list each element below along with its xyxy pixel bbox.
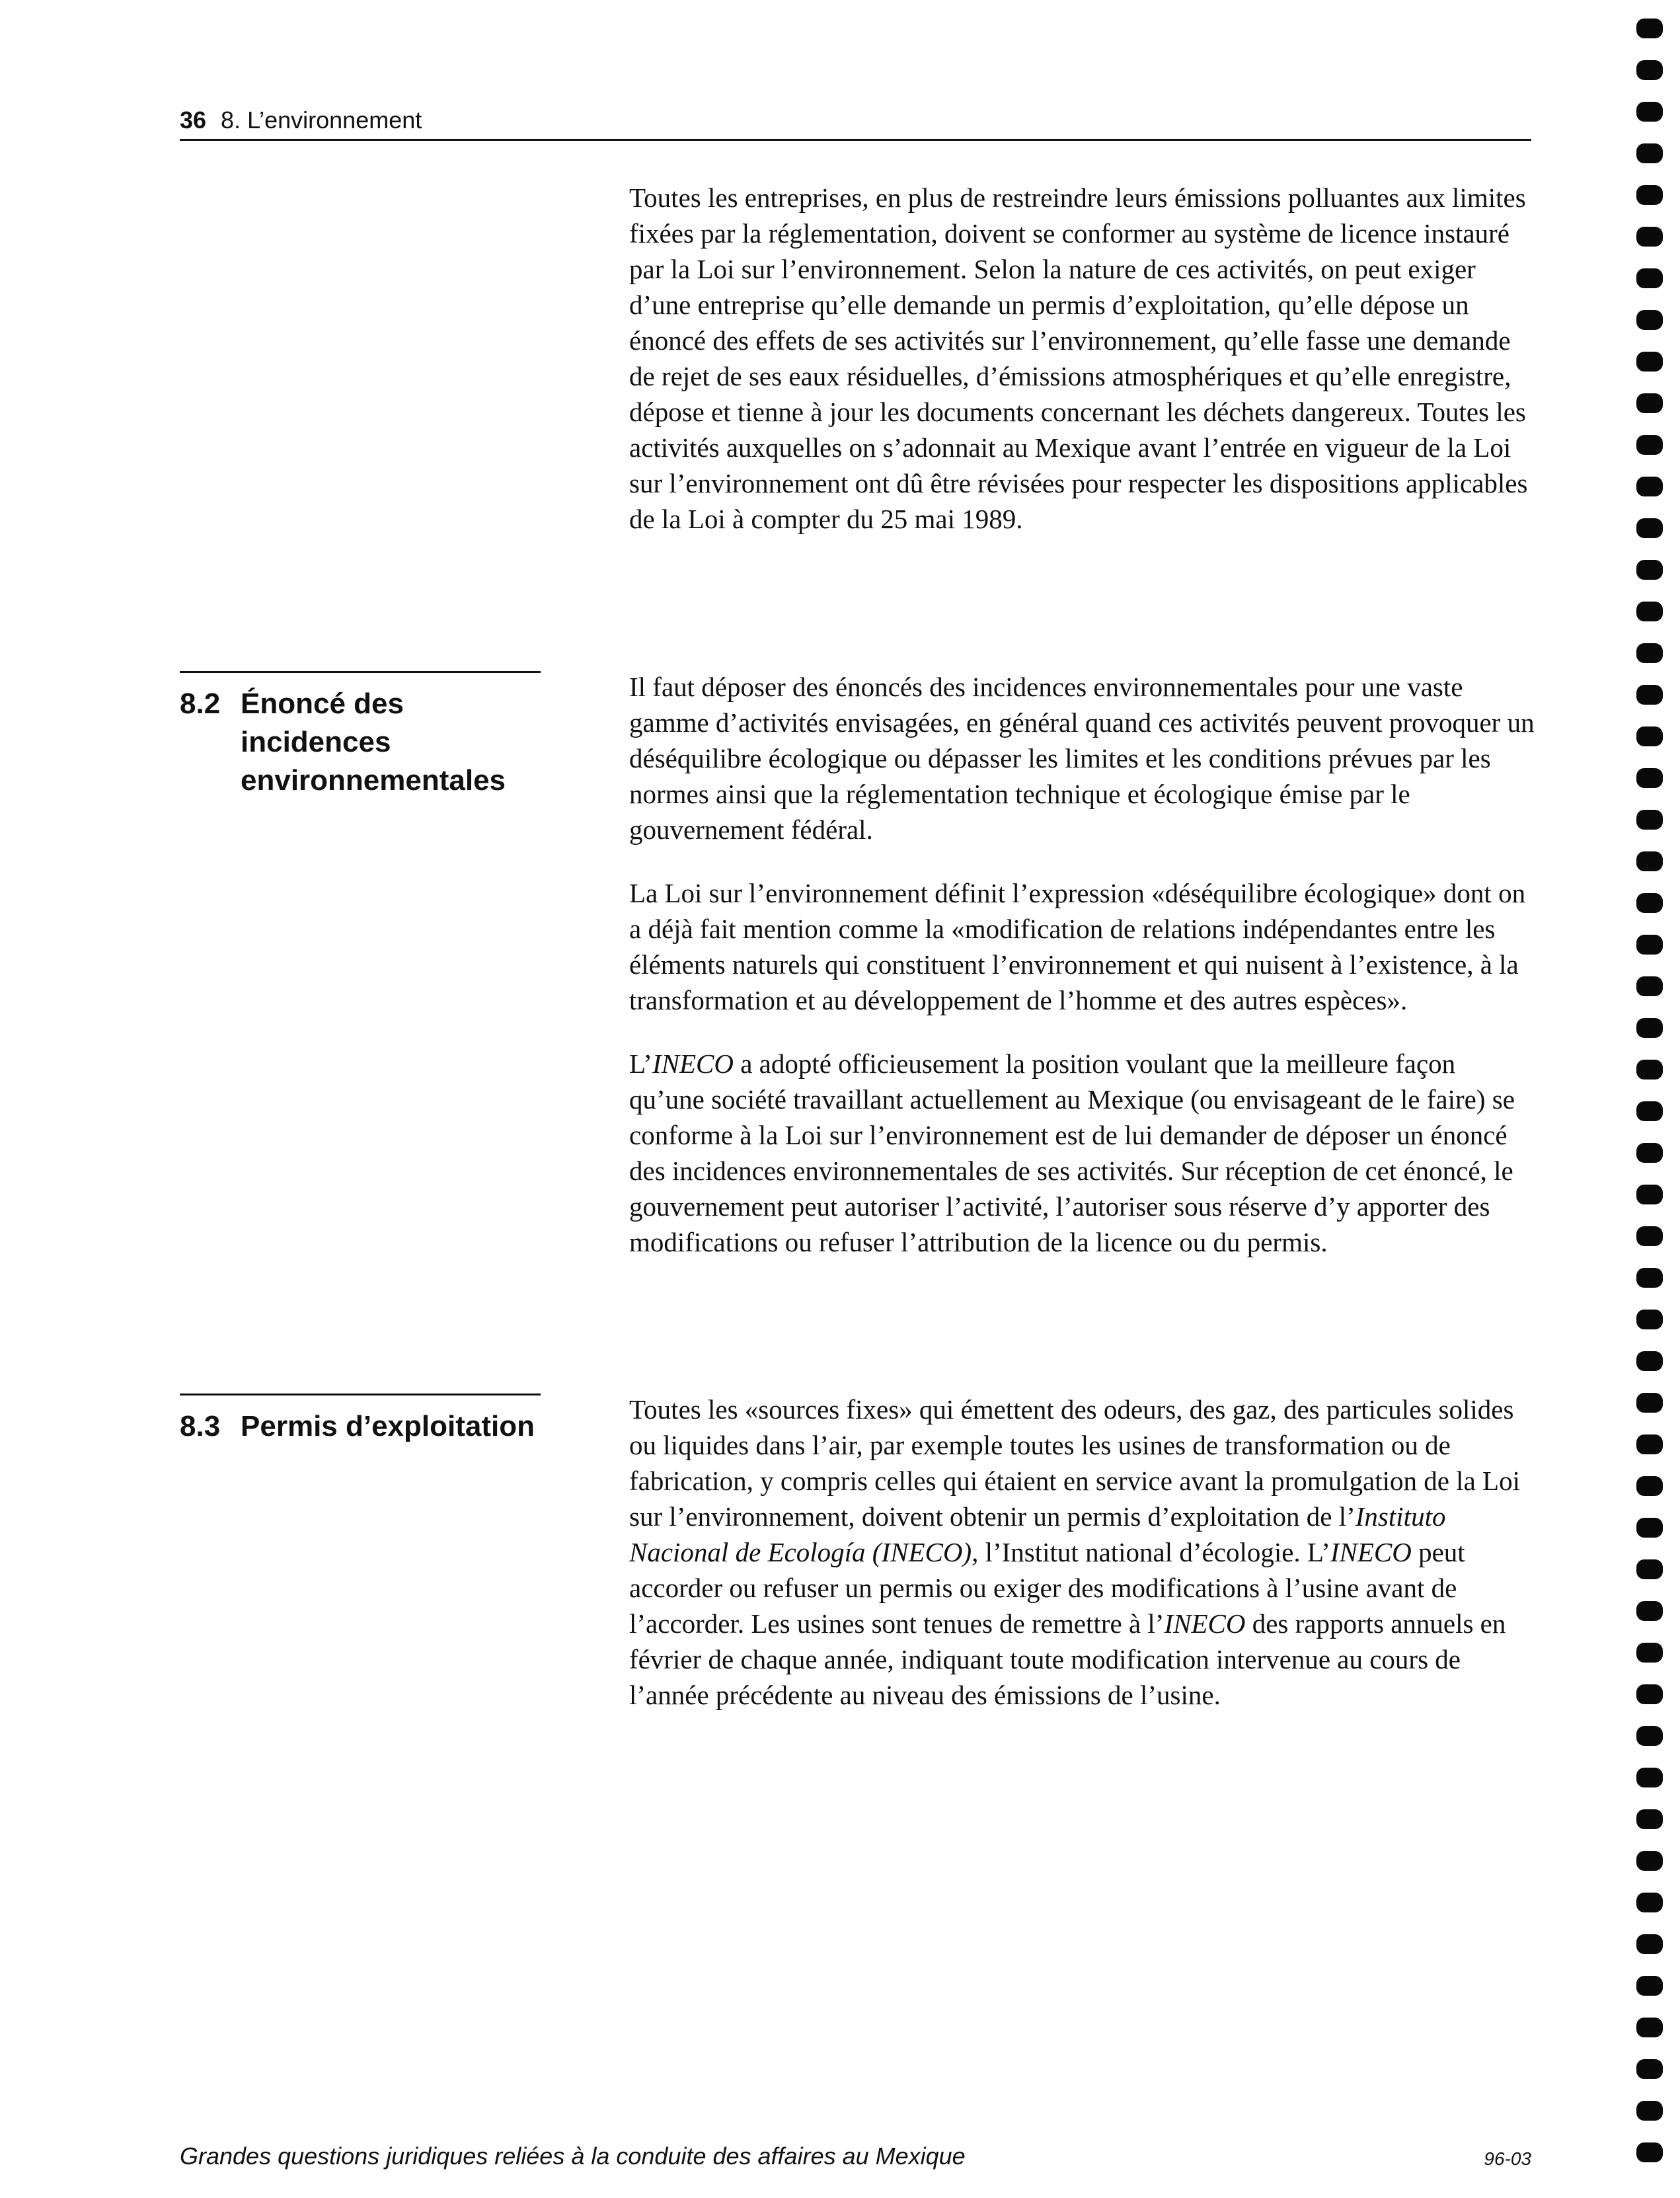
binder-hole bbox=[1636, 1559, 1663, 1579]
binder-hole bbox=[1636, 1434, 1663, 1454]
binder-hole bbox=[1636, 2059, 1663, 2079]
binder-hole bbox=[1636, 1851, 1663, 1871]
binder-hole bbox=[1636, 518, 1663, 538]
page-number: 36 bbox=[180, 106, 207, 134]
binder-hole bbox=[1636, 976, 1663, 996]
paragraph bbox=[629, 1392, 1535, 1713]
ineco-italic: INECO bbox=[652, 1048, 734, 1079]
binder-hole bbox=[1636, 19, 1663, 38]
binder-hole bbox=[1636, 893, 1663, 913]
binder-hole bbox=[1636, 268, 1663, 288]
intro-paragraph: Toutes les entreprises, en plus de restreindre leurs émissions polluantes aux limites fixées par la réglementation, doivent se conformer au système de licence instauré par la Loi sur l’environnement. Selon la nature de ces activités, on peut exiger d’une entreprise qu’elle demande un permis d’exploitation, qu’elle dépose un énoncé des effets de ses activités sur l’environnement, qu’elle fasse une demande de rejet de ses eaux résiduelles, d’émissions atmosphériques et qu’elle enregistre, dépose et tienne à jour les documents concernant les déchets dangereux. Toutes les activités auxquelles on s’adonnait au Mexique avant l’entrée en vigueur de la Loi sur l’environnement ont dû être révisées pour respecter les dispositions applicables de la Loi à compter du 25 mai 1989. bbox=[629, 182, 1528, 534]
binder-hole bbox=[1636, 685, 1663, 705]
paragraph: La Loi sur l’environnement définit l’expression «déséquilibre écologique» dont on a déjà fait mention comme la «modification de relations indépendantes entre les éléments naturels qui constituent l’environnement et qui nuisent à l’existence, à la transformation et au développement de l’homme et des autres espèces». bbox=[629, 878, 1526, 1015]
binder-hole bbox=[1636, 1101, 1663, 1121]
section-number: 8.2 bbox=[180, 687, 221, 720]
binder-hole bbox=[1636, 726, 1663, 746]
binder-holes bbox=[1636, 0, 1669, 2198]
binder-hole bbox=[1636, 851, 1663, 871]
binder-hole bbox=[1636, 435, 1663, 455]
ineco-italic: INECO bbox=[1164, 1608, 1246, 1639]
binder-hole bbox=[1636, 643, 1663, 663]
institute-italic: Instituto Nacional de Ecología (INECO), bbox=[629, 1501, 1446, 1567]
binder-hole bbox=[1636, 1934, 1663, 1954]
binder-hole bbox=[1636, 477, 1663, 496]
binder-hole bbox=[1636, 185, 1663, 205]
text-run: a adopté officieusement la position voulant que la meilleure façon qu’une société travaillant actuellement au Mexique (ou envisageant de le faire) se conforme à la Loi sur l’environnement est de lui demander de déposer un énoncé des incidences environnementales de ses activités. Sur réception de cet énoncé, le gouvernement peut autoriser l’activité, l’autoriser sous réserve d’y apporter des modifications ou refuser l’attribution de la licence ou du permis. bbox=[629, 1048, 1515, 1257]
binder-hole bbox=[1636, 393, 1663, 413]
binder-hole bbox=[1636, 768, 1663, 788]
section-title: Énoncé des incidences environnementales bbox=[241, 687, 506, 797]
section-8-2-text bbox=[629, 669, 1535, 1260]
text-run: peut accorder ou refuser un permis ou exiger des modifications à l’usine avant de l’accorder. Les usines sont tenues de remettre à l’ bbox=[629, 1537, 1465, 1639]
binder-hole bbox=[1636, 1726, 1663, 1746]
binder-hole bbox=[1636, 143, 1663, 163]
binder-hole bbox=[1636, 1351, 1663, 1371]
binder-hole bbox=[1636, 1601, 1663, 1621]
binder-hole bbox=[1636, 1310, 1663, 1329]
page-header bbox=[180, 106, 1531, 141]
binder-hole bbox=[1636, 352, 1663, 372]
binder-hole bbox=[1636, 810, 1663, 830]
binder-hole bbox=[1636, 2142, 1663, 2162]
binder-hole bbox=[1636, 935, 1663, 955]
text-run: des rapports annuels en février de chaque année, indiquant toute modification intervenue au cours de l’année précédente au niveau des émissions de l’usine. bbox=[629, 1608, 1506, 1710]
binder-hole bbox=[1636, 602, 1663, 621]
section-title: Permis d’exploitation bbox=[241, 1410, 535, 1442]
footer-code: 96-03 bbox=[1484, 2148, 1531, 2169]
section-8-3-text bbox=[629, 1392, 1535, 1713]
section-heading-8-3 bbox=[180, 1393, 541, 1446]
binder-hole bbox=[1636, 1518, 1663, 1538]
intro-text bbox=[629, 180, 1535, 537]
ineco-italic: INECO bbox=[1330, 1537, 1412, 1567]
binder-hole bbox=[1636, 2101, 1663, 2121]
binder-hole bbox=[1636, 60, 1663, 80]
binder-hole bbox=[1636, 1768, 1663, 1787]
page-footer bbox=[180, 2142, 1531, 2171]
binder-hole bbox=[1636, 310, 1663, 330]
binder-hole bbox=[1636, 1809, 1663, 1829]
binder-hole bbox=[1636, 1185, 1663, 1204]
section-number: 8.3 bbox=[180, 1410, 221, 1442]
binder-hole bbox=[1636, 1643, 1663, 1663]
binder-hole bbox=[1636, 102, 1663, 122]
binder-hole bbox=[1636, 1268, 1663, 1288]
section-heading-8-2 bbox=[180, 671, 541, 800]
binder-hole bbox=[1636, 2018, 1663, 2037]
binder-hole bbox=[1636, 1976, 1663, 1996]
footer-title: Grandes questions juridiques reliées à la conduite des affaires au Mexique bbox=[180, 2142, 966, 2170]
binder-hole bbox=[1636, 227, 1663, 247]
text-run: L’ bbox=[629, 1048, 652, 1079]
binder-hole bbox=[1636, 1060, 1663, 1079]
binder-hole bbox=[1636, 1476, 1663, 1496]
text-run: l’Institut national d’écologie. L’ bbox=[978, 1537, 1330, 1567]
paragraph: Il faut déposer des énoncés des incidences environnementales pour une vaste gamme d’activités envisagées, en général quand ces activités peuvent provoquer un déséquilibre écologique ou dépasser les limites et les conditions prévues par les normes ainsi que la réglementation technique et écologique émise par le gouvernement fédéral. bbox=[629, 672, 1535, 845]
binder-hole bbox=[1636, 1393, 1663, 1413]
paragraph bbox=[629, 1046, 1535, 1260]
chapter-title: 8. L’environnement bbox=[221, 106, 422, 134]
binder-hole bbox=[1636, 1018, 1663, 1038]
text-run: Toutes les «sources fixes» qui émettent des odeurs, des gaz, des particules solides ou liquides dans l’air, par exemple toutes les usines de transformation ou de fabrication, y compris celles qui étaient en service avant la promulgation de la Loi sur l’environnement, doivent obtenir un permis d’exploitation de l’ bbox=[629, 1394, 1520, 1532]
binder-hole bbox=[1636, 1893, 1663, 1912]
binder-hole bbox=[1636, 1226, 1663, 1246]
binder-hole bbox=[1636, 1684, 1663, 1704]
binder-hole bbox=[1636, 560, 1663, 580]
binder-hole bbox=[1636, 1143, 1663, 1163]
